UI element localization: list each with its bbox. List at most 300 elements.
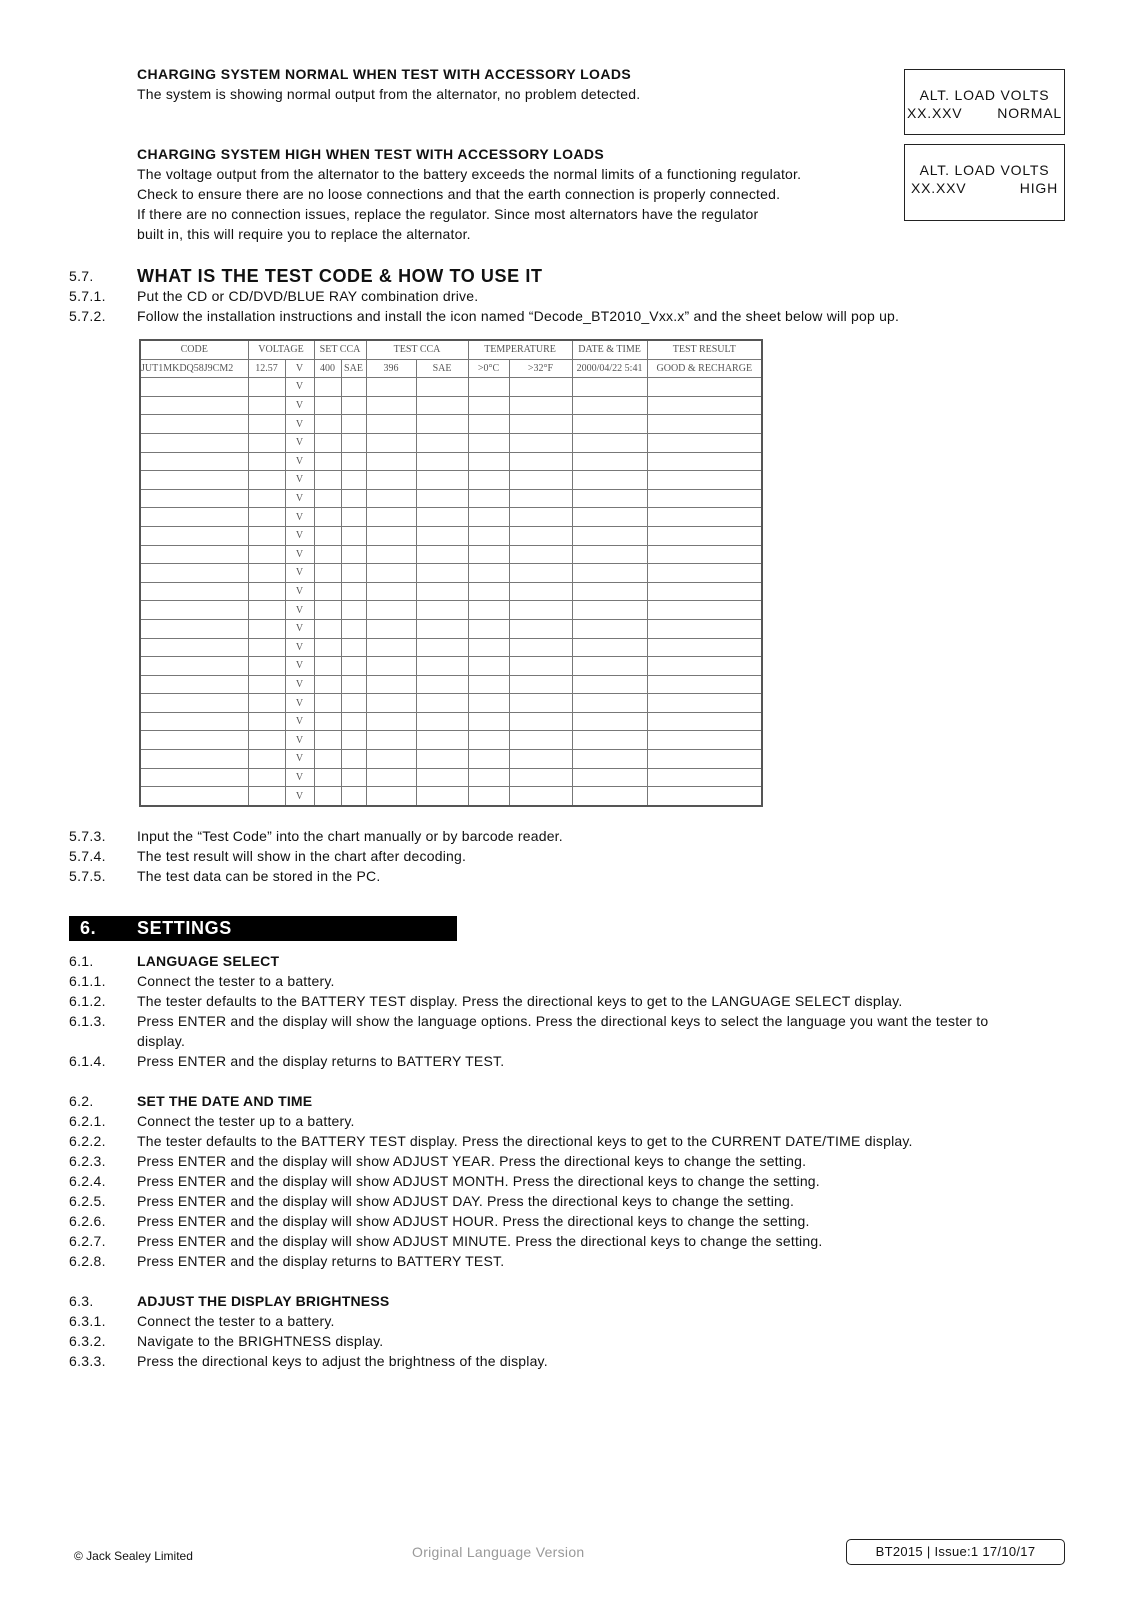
sheet-cell	[341, 731, 366, 750]
sheet-cell-voltage-unit: V	[285, 675, 314, 694]
sheet-cell	[140, 601, 248, 620]
sheet-cell	[468, 452, 509, 471]
sheet-cell	[140, 638, 248, 657]
sheet-cell	[314, 545, 341, 564]
high-text	[137, 164, 801, 244]
sheet-cell	[314, 694, 341, 713]
sheet-cell-test-result: GOOD & RECHARGE	[647, 359, 762, 378]
sheet-cell	[509, 378, 572, 397]
sheet-cell	[140, 657, 248, 676]
sheet-cell	[341, 601, 366, 620]
sheet-cell	[509, 582, 572, 601]
sheet-cell	[366, 452, 416, 471]
subsection-title: SET THE DATE AND TIME	[137, 1093, 313, 1109]
sheet-cell	[468, 694, 509, 713]
settings-number: 6.	[80, 918, 97, 938]
sheet-header-set-cca: SET CCA	[314, 340, 366, 359]
sheet-cell	[366, 750, 416, 769]
sheet-cell	[468, 582, 509, 601]
sheet-cell	[140, 619, 248, 638]
sheet-cell-voltage-unit: V	[285, 396, 314, 415]
sheet-cell	[341, 638, 366, 657]
sheet-cell	[366, 675, 416, 694]
step-number: 6.2.5.	[69, 1193, 106, 1209]
sheet-cell	[314, 378, 341, 397]
sheet-cell-voltage: 12.57	[248, 359, 285, 378]
sheet-cell	[647, 582, 762, 601]
high-text-line: The voltage output from the alternator to the battery exceeds the normal limits of a functioning regulator.	[137, 166, 802, 182]
sheet-cell	[416, 657, 468, 676]
sheet-empty-row	[140, 415, 762, 434]
step-number: 6.1.1.	[69, 973, 106, 989]
step-number: 6.1.4.	[69, 1053, 106, 1069]
step-text: Press ENTER and the display returns to BATTERY TEST.	[137, 1053, 505, 1069]
sheet-cell	[314, 415, 341, 434]
sheet-cell	[468, 396, 509, 415]
sheet-cell	[248, 452, 285, 471]
sheet-cell	[416, 433, 468, 452]
sheet-cell	[314, 508, 341, 527]
sheet-empty-row	[140, 489, 762, 508]
sheet-cell	[468, 526, 509, 545]
sheet-cell	[314, 638, 341, 657]
sheet-cell	[468, 545, 509, 564]
sheet-cell	[468, 619, 509, 638]
sheet-header-test-result: TEST RESULT	[647, 340, 762, 359]
sheet-cell	[509, 731, 572, 750]
sheet-cell	[468, 657, 509, 676]
sheet-empty-row	[140, 545, 762, 564]
step-number: 5.7.1.	[69, 288, 106, 304]
sheet-cell	[468, 564, 509, 583]
sheet-cell	[647, 489, 762, 508]
sheet-cell	[366, 768, 416, 787]
sheet-cell	[341, 619, 366, 638]
sheet-cell	[468, 508, 509, 527]
subsection-number: 6.2.	[69, 1093, 94, 1109]
sheet-cell	[509, 657, 572, 676]
sheet-cell-voltage-unit: V	[285, 359, 314, 378]
sheet-cell	[341, 564, 366, 583]
sheet-cell	[248, 433, 285, 452]
high-text-line: Check to ensure there are no loose connections and that the earth connection is properly connected.	[137, 186, 781, 202]
sheet-cell	[416, 564, 468, 583]
sheet-cell	[509, 452, 572, 471]
sheet-cell	[647, 564, 762, 583]
sheet-cell	[314, 433, 341, 452]
sheet-cell	[572, 415, 647, 434]
step-number: 6.2.1.	[69, 1113, 106, 1129]
sheet-cell	[341, 694, 366, 713]
subsection-title: LANGUAGE SELECT	[137, 953, 280, 969]
sheet-cell	[572, 471, 647, 490]
sheet-cell-temp-f: >32°F	[509, 359, 572, 378]
step-text: Press ENTER and the display will show ADJUST MINUTE. Press the directional keys to change the setting.	[137, 1233, 823, 1249]
sheet-cell	[572, 657, 647, 676]
sheet-cell	[248, 545, 285, 564]
sheet-cell	[140, 433, 248, 452]
sheet-cell	[509, 750, 572, 769]
sheet-cell	[341, 489, 366, 508]
step-text: Press ENTER and the display will show ADJUST HOUR. Press the directional keys to change the setting.	[137, 1213, 810, 1229]
step-text: Follow the installation instructions and install the icon named “Decode_BT2010_Vxx.x” and the sheet below will pop up.	[137, 308, 900, 324]
sheet-cell	[366, 378, 416, 397]
sheet-cell-voltage-unit: V	[285, 750, 314, 769]
sheet-cell	[366, 415, 416, 434]
step-text-continued: display.	[137, 1033, 186, 1049]
sheet-cell	[314, 582, 341, 601]
sheet-empty-row	[140, 787, 762, 806]
step-text: Press ENTER and the display will show ADJUST MONTH. Press the directional keys to change the setting.	[137, 1173, 820, 1189]
sheet-cell	[572, 378, 647, 397]
step-text: Connect the tester up to a battery.	[137, 1113, 355, 1129]
lcd-high-line1: ALT. LOAD VOLTS	[919, 162, 1050, 178]
sheet-cell	[140, 675, 248, 694]
sheet-cell	[314, 750, 341, 769]
sheet-cell	[468, 712, 509, 731]
sheet-cell	[248, 471, 285, 490]
sheet-cell	[647, 452, 762, 471]
sheet-cell	[366, 787, 416, 806]
sheet-cell	[248, 657, 285, 676]
sheet-cell	[572, 526, 647, 545]
settings-section-bar	[69, 916, 457, 941]
sheet-cell	[140, 378, 248, 397]
sheet-header-temperature: TEMPERATURE	[468, 340, 572, 359]
sheet-cell	[314, 619, 341, 638]
step-number: 6.2.3.	[69, 1153, 106, 1169]
sheet-cell	[140, 526, 248, 545]
sheet-cell	[366, 694, 416, 713]
sheet-cell	[248, 489, 285, 508]
sheet-cell-set-cca-std: SAE	[341, 359, 366, 378]
sheet-cell	[366, 433, 416, 452]
subsection-number: 6.1.	[69, 953, 94, 969]
step-text: Input the “Test Code” into the chart manually or by barcode reader.	[137, 828, 563, 844]
sheet-cell	[416, 638, 468, 657]
high-heading: CHARGING SYSTEM HIGH WHEN TEST WITH ACCESSORY LOADS	[137, 146, 605, 162]
sheet-empty-row	[140, 378, 762, 397]
sheet-cell	[647, 471, 762, 490]
settings-title: SETTINGS	[137, 918, 232, 938]
sheet-cell	[572, 731, 647, 750]
sheet-cell	[416, 545, 468, 564]
lcd-high-display	[904, 144, 1065, 221]
sheet-cell	[509, 675, 572, 694]
sheet-cell-voltage-unit: V	[285, 582, 314, 601]
sheet-cell	[341, 750, 366, 769]
sheet-empty-row	[140, 582, 762, 601]
step-text: The tester defaults to the BATTERY TEST display. Press the directional keys to get to the CURRENT DATE/TIME display.	[137, 1133, 913, 1149]
sheet-cell	[341, 471, 366, 490]
sheet-cell	[140, 452, 248, 471]
sheet-empty-row	[140, 433, 762, 452]
sheet-cell-voltage-unit: V	[285, 508, 314, 527]
sheet-cell	[341, 712, 366, 731]
sheet-cell	[366, 471, 416, 490]
sheet-cell	[416, 508, 468, 527]
sheet-empty-row	[140, 564, 762, 583]
sheet-cell	[572, 712, 647, 731]
sheet-cell	[572, 750, 647, 769]
sheet-cell	[509, 768, 572, 787]
sheet-cell	[647, 508, 762, 527]
sheet-cell	[468, 675, 509, 694]
sheet-empty-row	[140, 619, 762, 638]
sheet-cell	[468, 787, 509, 806]
sheet-cell	[416, 471, 468, 490]
sheet-cell	[140, 564, 248, 583]
sheet-cell	[314, 787, 341, 806]
sheet-cell	[647, 638, 762, 657]
sheet-cell	[468, 489, 509, 508]
sheet-cell	[248, 564, 285, 583]
sheet-empty-row	[140, 508, 762, 527]
sheet-cell	[366, 526, 416, 545]
sheet-cell	[647, 731, 762, 750]
sheet-cell-voltage-unit: V	[285, 731, 314, 750]
step-text: Press ENTER and the display will show the language options. Press the directional keys to select the language you want the tester to	[137, 1013, 989, 1029]
sheet-cell	[468, 378, 509, 397]
sheet-cell	[248, 750, 285, 769]
sheet-cell	[248, 768, 285, 787]
step-number: 5.7.2.	[69, 308, 106, 324]
step-number: 6.2.8.	[69, 1253, 106, 1269]
sheet-cell	[572, 582, 647, 601]
sheet-cell	[366, 582, 416, 601]
sheet-cell	[366, 396, 416, 415]
sheet-cell	[647, 396, 762, 415]
step-text: Press ENTER and the display will show ADJUST DAY. Press the directional keys to change the setting.	[137, 1193, 795, 1209]
sheet-cell	[509, 694, 572, 713]
sheet-cell	[314, 526, 341, 545]
sheet-cell	[248, 712, 285, 731]
sheet-cell	[416, 694, 468, 713]
sheet-cell-code: JUT1MKDQ58J9CM2	[140, 359, 248, 378]
sheet-cell	[341, 675, 366, 694]
sheet-cell	[572, 768, 647, 787]
sheet-cell	[366, 545, 416, 564]
sheet-empty-row	[140, 601, 762, 620]
sheet-cell	[248, 694, 285, 713]
sheet-cell-voltage-unit: V	[285, 787, 314, 806]
sheet-empty-row	[140, 471, 762, 490]
sheet-cell	[366, 712, 416, 731]
sheet-cell	[248, 619, 285, 638]
sheet-cell	[341, 508, 366, 527]
sheet-cell	[416, 415, 468, 434]
sheet-cell-voltage-unit: V	[285, 768, 314, 787]
sheet-cell	[468, 731, 509, 750]
sheet-cell	[140, 768, 248, 787]
sheet-cell	[341, 396, 366, 415]
sheet-cell	[140, 582, 248, 601]
sheet-cell	[468, 601, 509, 620]
sheet-cell	[366, 638, 416, 657]
sheet-cell	[341, 526, 366, 545]
sheet-cell	[509, 415, 572, 434]
sheet-cell	[248, 675, 285, 694]
sheet-cell	[140, 415, 248, 434]
sheet-cell	[509, 619, 572, 638]
sheet-cell	[140, 731, 248, 750]
sheet-empty-row	[140, 768, 762, 787]
sheet-cell	[314, 489, 341, 508]
sheet-cell	[248, 415, 285, 434]
sheet-cell	[647, 433, 762, 452]
sheet-cell	[314, 601, 341, 620]
sheet-cell	[314, 657, 341, 676]
sheet-cell	[647, 378, 762, 397]
sheet-cell	[468, 750, 509, 769]
sheet-cell	[509, 526, 572, 545]
sheet-cell	[341, 657, 366, 676]
sheet-cell	[140, 489, 248, 508]
sheet-cell	[248, 638, 285, 657]
lcd-normal-value: XX.XXV	[907, 105, 963, 121]
sheet-cell	[366, 657, 416, 676]
sheet-cell	[341, 768, 366, 787]
sheet-cell	[416, 601, 468, 620]
normal-text: The system is showing normal output from the alternator, no problem detected.	[137, 86, 641, 102]
sheet-cell	[416, 526, 468, 545]
sheet-cell	[140, 694, 248, 713]
sheet-cell	[509, 564, 572, 583]
sheet-cell	[341, 452, 366, 471]
sheet-cell	[572, 694, 647, 713]
sheet-cell-voltage-unit: V	[285, 378, 314, 397]
sheet-cell	[572, 619, 647, 638]
sheet-cell	[509, 545, 572, 564]
sheet-cell	[366, 601, 416, 620]
sheet-cell	[647, 657, 762, 676]
sheet-cell	[140, 750, 248, 769]
sheet-empty-row	[140, 694, 762, 713]
sheet-cell	[572, 396, 647, 415]
sheet-cell	[248, 731, 285, 750]
sheet-empty-row	[140, 526, 762, 545]
sheet-cell	[314, 564, 341, 583]
sheet-empty-row	[140, 712, 762, 731]
sheet-cell-voltage-unit: V	[285, 564, 314, 583]
sheet-cell-temp-c: >0°C	[468, 359, 509, 378]
step-text: Navigate to the BRIGHTNESS display.	[137, 1333, 384, 1349]
sheet-cell	[572, 452, 647, 471]
sheet-cell	[647, 712, 762, 731]
sheet-cell	[341, 787, 366, 806]
sheet-cell	[248, 582, 285, 601]
sheet-cell	[468, 638, 509, 657]
sheet-cell	[416, 750, 468, 769]
sheet-cell	[572, 675, 647, 694]
sheet-cell	[248, 601, 285, 620]
sheet-cell	[140, 471, 248, 490]
step-text: Connect the tester to a battery.	[137, 973, 335, 989]
sheet-cell	[647, 694, 762, 713]
sheet-cell	[572, 787, 647, 806]
step-number: 5.7.5.	[69, 868, 106, 884]
sheet-cell	[314, 396, 341, 415]
sheet-cell	[248, 378, 285, 397]
sheet-cell	[509, 638, 572, 657]
lcd-high-value: XX.XXV	[911, 180, 967, 196]
sheet-cell	[509, 489, 572, 508]
sheet-cell	[572, 508, 647, 527]
sheet-header-row	[140, 340, 762, 359]
sheet-cell-voltage-unit: V	[285, 526, 314, 545]
sheet-cell	[366, 619, 416, 638]
step-text: Press ENTER and the display will show ADJUST YEAR. Press the directional keys to change the setting.	[137, 1153, 807, 1169]
subsection-title: ADJUST THE DISPLAY BRIGHTNESS	[137, 1293, 390, 1309]
sheet-cell	[572, 601, 647, 620]
sheet-cell	[416, 619, 468, 638]
sheet-cell	[341, 433, 366, 452]
step-number: 6.3.2.	[69, 1333, 106, 1349]
sheet-cell	[509, 601, 572, 620]
step-number: 6.2.6.	[69, 1213, 106, 1229]
sheet-header-code: CODE	[140, 340, 248, 359]
sheet-header-voltage: VOLTAGE	[248, 340, 314, 359]
sheet-cell	[341, 378, 366, 397]
sheet-cell	[572, 545, 647, 564]
sheet-cell-voltage-unit: V	[285, 694, 314, 713]
sheet-header-date-time: DATE & TIME	[572, 340, 647, 359]
sheet-cell	[416, 378, 468, 397]
sheet-cell	[416, 731, 468, 750]
sheet-cell	[468, 433, 509, 452]
sheet-cell-set-cca: 400	[314, 359, 341, 378]
step-number: 6.2.2.	[69, 1133, 106, 1149]
sheet-cell	[572, 564, 647, 583]
normal-heading: CHARGING SYSTEM NORMAL WHEN TEST WITH ACCESSORY LOADS	[137, 66, 632, 82]
sheet-empty-row	[140, 675, 762, 694]
step-number: 5.7.4.	[69, 848, 106, 864]
section-number: 5.7.	[69, 268, 94, 284]
sheet-cell	[366, 731, 416, 750]
sheet-empty-row	[140, 396, 762, 415]
sheet-cell	[647, 675, 762, 694]
step-text: The test data can be stored in the PC.	[137, 868, 381, 884]
sheet-cell	[314, 731, 341, 750]
sheet-cell	[509, 471, 572, 490]
step-text: Connect the tester to a battery.	[137, 1313, 335, 1329]
sheet-empty-row	[140, 452, 762, 471]
sheet-cell	[140, 396, 248, 415]
sheet-cell	[314, 712, 341, 731]
sheet-cell-voltage-unit: V	[285, 619, 314, 638]
sheet-cell	[341, 415, 366, 434]
lcd-high-status: HIGH	[1019, 180, 1058, 196]
sheet-cell	[314, 471, 341, 490]
step-text: Press the directional keys to adjust the brightness of the display.	[137, 1353, 548, 1369]
sheet-cell	[140, 545, 248, 564]
sheet-cell-voltage-unit: V	[285, 471, 314, 490]
step-text: The test result will show in the chart after decoding.	[137, 848, 467, 864]
sheet-data-row	[140, 359, 762, 378]
section-title: WHAT IS THE TEST CODE & HOW TO USE IT	[137, 266, 543, 286]
sheet-cell	[572, 489, 647, 508]
lcd-normal-line1: ALT. LOAD VOLTS	[919, 87, 1050, 103]
step-number: 6.1.2.	[69, 993, 106, 1009]
sheet-cell	[416, 396, 468, 415]
sheet-cell-voltage-unit: V	[285, 489, 314, 508]
sheet-cell	[366, 489, 416, 508]
sheet-cell	[416, 452, 468, 471]
sheet-cell	[647, 545, 762, 564]
sheet-cell-voltage-unit: V	[285, 415, 314, 434]
sheet-cell	[572, 638, 647, 657]
sheet-cell	[248, 526, 285, 545]
